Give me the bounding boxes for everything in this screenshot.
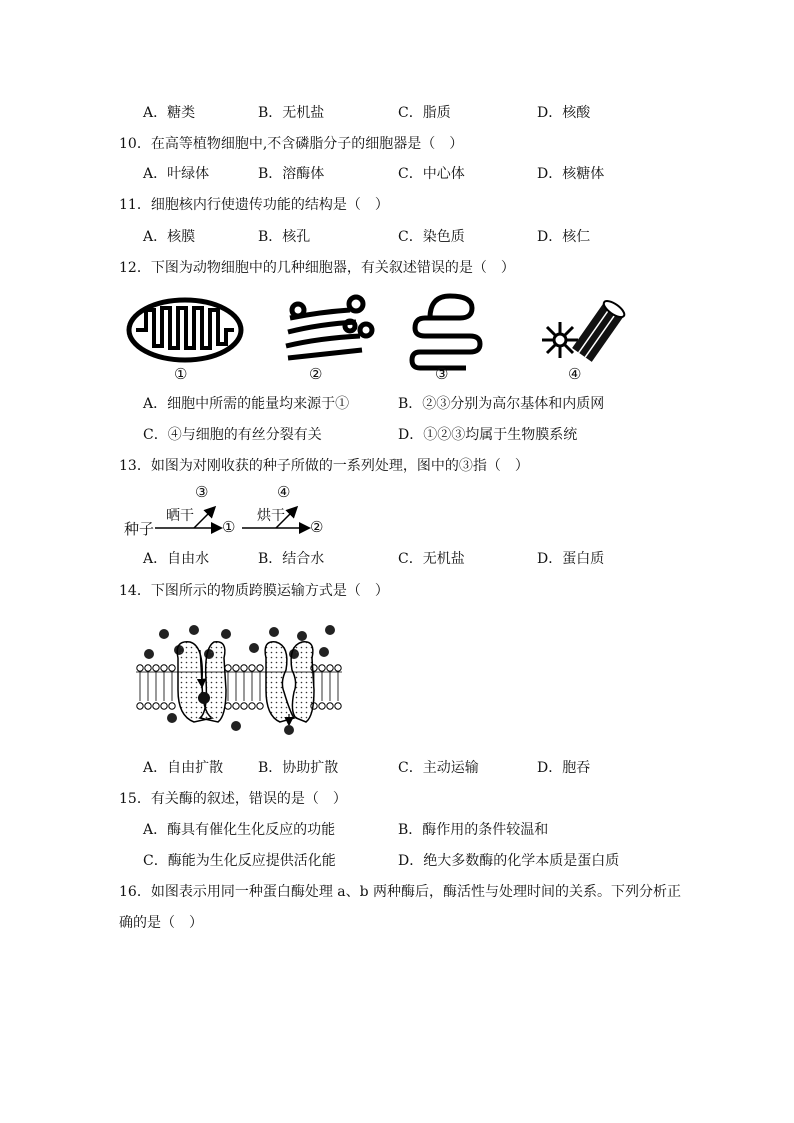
q9-option-c: C．脂质 xyxy=(398,105,451,121)
q16-stem-line2: 确的是（ ） xyxy=(119,915,203,931)
q9-option-b: B．无机盐 xyxy=(258,105,325,121)
q9-option-d: D．核酸 xyxy=(537,105,591,121)
q13-option-d: D．蛋白质 xyxy=(537,551,605,567)
q10-option-a: A．叶绿体 xyxy=(143,166,210,182)
seed-label: 种子 xyxy=(124,520,155,538)
q12-stem: 12．下图为动物细胞中的几种细胞器，有关叙述错误的是（ ） xyxy=(119,260,515,276)
centriole-drawing xyxy=(542,298,627,362)
q11-option-d: D．核仁 xyxy=(537,229,591,245)
figure-label-3: ③ xyxy=(435,365,449,383)
q12-option-b: B．②③分别为高尔基体和内质网 xyxy=(398,396,605,412)
q9-options xyxy=(0,102,794,124)
q10-option-d: D．核糖体 xyxy=(537,166,605,182)
output-3-label: ③ xyxy=(195,483,209,501)
q13-stem: 13．如图为对刚收获的种子所做的一系列处理，图中的③指（ ） xyxy=(119,458,529,474)
q16-stem-line1: 16．如图表示用同一种蛋白酶处理 a、b 两种酶后，酶活性与处理时间的关系。下列分析正 xyxy=(119,884,682,900)
organelles-figure xyxy=(120,288,640,388)
q14-option-a: A．自由扩散 xyxy=(143,760,224,776)
q14-option-d: D．胞吞 xyxy=(537,760,591,776)
carrier-protein-left xyxy=(177,642,226,722)
q12-option-a: A．细胞中所需的能量均来源于① xyxy=(143,396,350,412)
q10-option-c: C．中心体 xyxy=(398,166,465,182)
q12-options-row2 xyxy=(0,424,794,446)
golgi-drawing xyxy=(286,297,372,358)
er-drawing xyxy=(412,296,480,368)
q13-option-c: C．无机盐 xyxy=(398,551,465,567)
q15-option-d: D．绝大多数酶的化学本质是蛋白质 xyxy=(398,853,620,869)
q15-option-a: A．酶具有催化生化反应的功能 xyxy=(143,822,336,838)
q12-option-c: C．④与细胞的有丝分裂有关 xyxy=(143,427,322,443)
figure-label-1: ① xyxy=(174,365,188,383)
q12-options-row1 xyxy=(0,393,794,415)
q15-options-row1 xyxy=(0,819,794,841)
mid-label: ① xyxy=(222,518,236,536)
mitochondrion-drawing xyxy=(129,300,241,360)
q11-stem: 11．细胞核内行使遗传功能的结构是（ ） xyxy=(119,197,389,213)
q15-options-row2 xyxy=(0,850,794,872)
q15-option-b: B．酶作用的条件较温和 xyxy=(398,822,549,838)
figure-label-2: ② xyxy=(309,365,323,383)
seed-process-arrows xyxy=(150,495,320,540)
q9-option-a: A．糖类 xyxy=(143,105,196,121)
q12-option-d: D．①②③均属于生物膜系统 xyxy=(398,427,578,443)
q14-option-c: C．主动运输 xyxy=(398,760,479,776)
q10-options xyxy=(0,163,794,185)
membrane-transport-figure xyxy=(134,620,344,740)
figure-label-4: ④ xyxy=(568,365,582,383)
output-4-label: ④ xyxy=(277,483,291,501)
q14-option-b: B．协助扩散 xyxy=(258,760,339,776)
q13-option-a: A．自由水 xyxy=(143,551,210,567)
q14-options xyxy=(0,757,794,779)
end-label: ② xyxy=(310,518,324,536)
q10-option-b: B．溶酶体 xyxy=(258,166,325,182)
q11-option-b: B．核孔 xyxy=(258,229,311,245)
q10-stem: 10．在高等植物细胞中,不含磷脂分子的细胞器是（ ） xyxy=(119,136,464,152)
q13-option-b: B．结合水 xyxy=(258,551,325,567)
q11-option-c: C．染色质 xyxy=(398,229,465,245)
q15-stem: 15．有关酶的叙述，错误的是（ ） xyxy=(119,791,347,807)
q11-option-a: A．核膜 xyxy=(143,229,196,245)
q11-options xyxy=(0,226,794,248)
q13-options xyxy=(0,548,794,570)
q14-stem: 14．下图所示的物质跨膜运输方式是（ ） xyxy=(119,583,389,599)
sun-dry-label: 晒干 xyxy=(166,508,194,524)
q15-option-c: C．酶能为生化反应提供活化能 xyxy=(143,853,336,869)
oven-dry-label: 烘干 xyxy=(257,508,285,524)
